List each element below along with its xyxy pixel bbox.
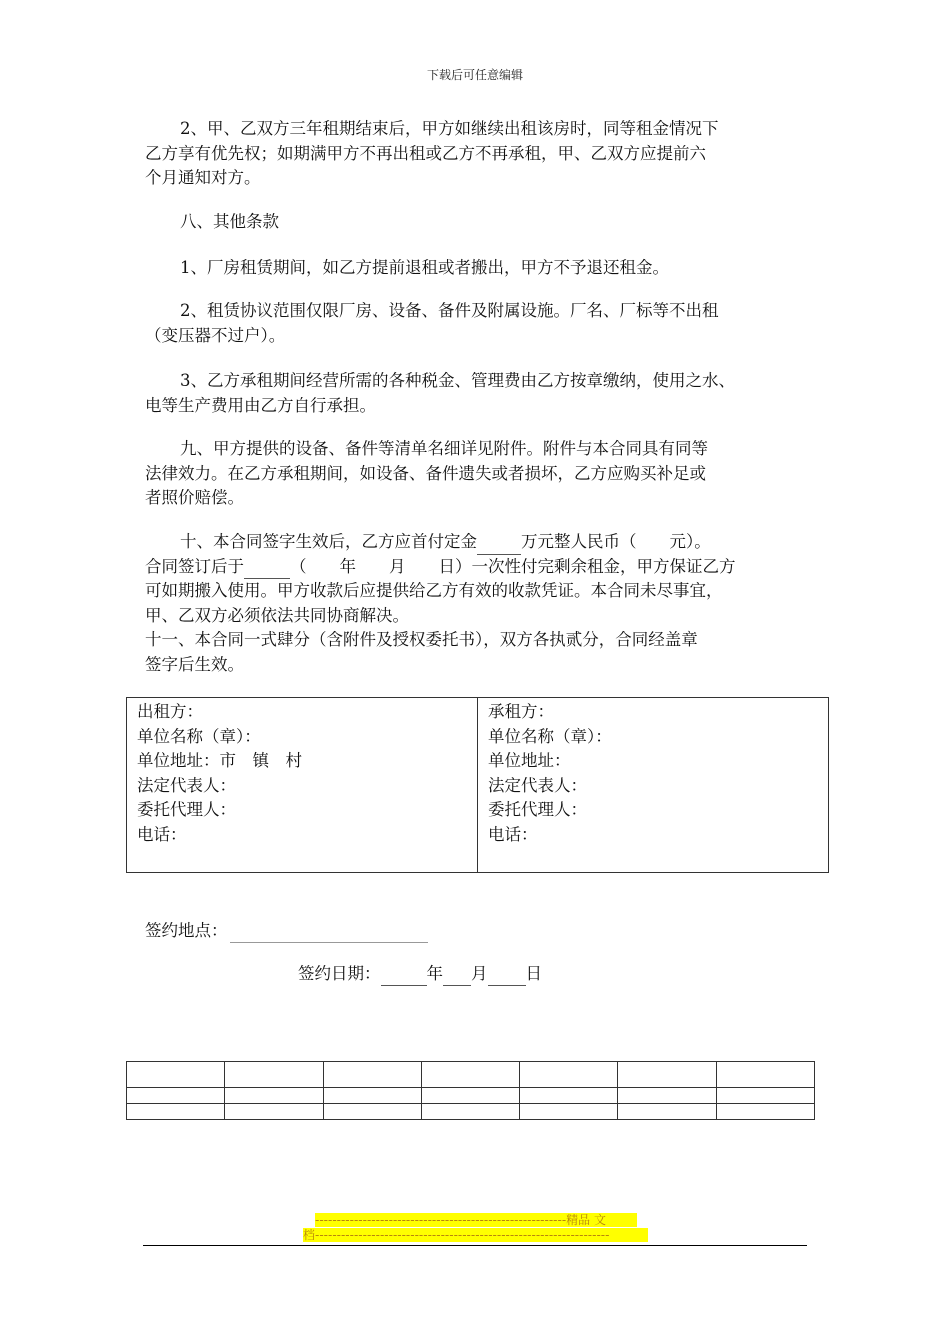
lessor-cell <box>127 698 478 873</box>
text-segment: 万元整人民币（ 元）。 <box>521 532 711 551</box>
lessee-phone: 电话： <box>488 824 538 844</box>
footer-highlight-line-1: ----------------------------------------------------------精品 文 <box>315 1213 637 1227</box>
text-line: 者照价赔偿。 <box>145 488 244 507</box>
section-10 <box>145 530 815 628</box>
month-blank[interactable] <box>443 967 471 986</box>
grid-cell <box>323 1088 421 1104</box>
parties-table <box>126 697 829 873</box>
grid-cell <box>618 1104 716 1120</box>
grid-cell <box>127 1062 225 1088</box>
lessor-unit-name: 单位名称（章）： <box>137 726 261 746</box>
grid-cell <box>716 1088 814 1104</box>
grid-cell <box>127 1088 225 1104</box>
clause-8-2 <box>145 299 815 348</box>
day-blank[interactable] <box>488 967 526 986</box>
grid-cell <box>323 1104 421 1120</box>
grid-cell <box>520 1088 618 1104</box>
text-line <box>145 530 815 555</box>
grid-cell <box>520 1062 618 1088</box>
text-line: 1、厂房租赁期间，如乙方提前退租或者搬出，甲方不予退还租金。 <box>180 258 669 277</box>
grid-cell <box>323 1062 421 1088</box>
text-line: 3、乙方承租期间经营所需的各种税金、管理费由乙方按章缴纳，使用之水、 <box>180 371 735 390</box>
year-label: 年 <box>426 964 443 983</box>
lessor-phone: 电话： <box>137 824 187 844</box>
text-line: 2、甲、乙双方三年租期结束后，甲方如继续出租该房时，同等租金情况下 <box>180 119 719 138</box>
text-line: 十一、本合同一式肆分（含附件及授权委托书），双方各执贰分，合同经盖章 <box>145 630 698 649</box>
text-line: 乙方享有优先权；如期满甲方不再出租或乙方不再承租，甲、乙双方应提前六 <box>145 143 706 163</box>
grid-cell <box>618 1088 716 1104</box>
text-line: 法律效力。在乙方承租期间，如设备、备件遗失或者损坏，乙方应购买补足或 <box>145 463 706 483</box>
lessee-legal-rep: 法定代表人： <box>488 775 587 795</box>
section-8-title: 八、其他条款 <box>180 212 279 231</box>
empty-grid-table <box>126 1061 815 1120</box>
text-line: 可如期搬入使用。甲方收款后应提供给乙方有效的收款凭证。本合同未尽事宜， <box>145 581 723 600</box>
section-9 <box>145 437 815 511</box>
section-11 <box>145 628 815 677</box>
lessee-cell <box>478 698 829 873</box>
days-blank[interactable] <box>244 560 290 579</box>
year-blank[interactable] <box>381 967 427 986</box>
grid-cell <box>618 1062 716 1088</box>
signing-place <box>145 919 428 943</box>
lessee-unit-name: 单位名称（章）： <box>488 726 612 746</box>
page-header: 下载后可任意编辑 <box>426 68 523 82</box>
lessor-agent: 委托代理人： <box>137 800 236 819</box>
grid-cell <box>716 1104 814 1120</box>
text-segment: 十、本合同签字生效后，乙方应首付定金 <box>180 532 477 551</box>
lessor-address: 单位地址：市 镇 村 <box>137 751 302 770</box>
deposit-blank[interactable] <box>477 536 521 555</box>
grid-cell <box>520 1104 618 1120</box>
lessor-title: 出租方： <box>137 702 203 721</box>
lessee-agent: 委托代理人： <box>488 800 587 819</box>
grid-cell <box>127 1104 225 1120</box>
text-line <box>145 555 815 580</box>
month-label: 月 <box>471 964 488 983</box>
lessee-title: 承租方： <box>488 702 554 721</box>
clause-7-2 <box>145 117 815 191</box>
clause-8-3 <box>145 369 815 418</box>
clause-8-1 <box>145 256 815 281</box>
text-line: （变压器不过户）。 <box>145 325 286 345</box>
signing-place-blank[interactable] <box>230 924 428 943</box>
grid-cell <box>421 1104 519 1120</box>
text-line: 甲、乙双方必须依法共同协商解决。 <box>145 605 409 625</box>
footer-rule <box>143 1245 807 1246</box>
grid-cell <box>225 1062 323 1088</box>
signing-place-label: 签约地点： <box>145 921 228 940</box>
day-label: 日 <box>525 964 542 983</box>
signing-date <box>298 962 542 986</box>
footer-highlight-line-2: 档-------------------------------------------------------------------- <box>303 1228 648 1242</box>
grid-cell <box>421 1088 519 1104</box>
lessee-address: 单位地址： <box>488 751 571 770</box>
grid-cell <box>225 1104 323 1120</box>
text-line: 签字后生效。 <box>145 654 244 674</box>
lessor-legal-rep: 法定代表人： <box>137 775 236 795</box>
text-segment: 合同签订后于 <box>145 556 244 576</box>
grid-cell <box>225 1088 323 1104</box>
grid-cell <box>716 1062 814 1088</box>
grid-cell <box>421 1062 519 1088</box>
text-segment: （ 年 月 日）一次性付完剩余租金，甲方保证乙方 <box>290 556 736 576</box>
signing-date-label: 签约日期： <box>298 964 381 983</box>
text-line: 个月通知对方。 <box>145 168 261 187</box>
text-line: 2、租赁协议范围仅限厂房、设备、备件及附属设施。厂名、厂标等不出租 <box>180 301 719 320</box>
text-line: 电等生产费用由乙方自行承担。 <box>145 395 376 415</box>
text-line: 九、甲方提供的设备、备件等清单名细详见附件。附件与本合同具有同等 <box>180 439 708 458</box>
